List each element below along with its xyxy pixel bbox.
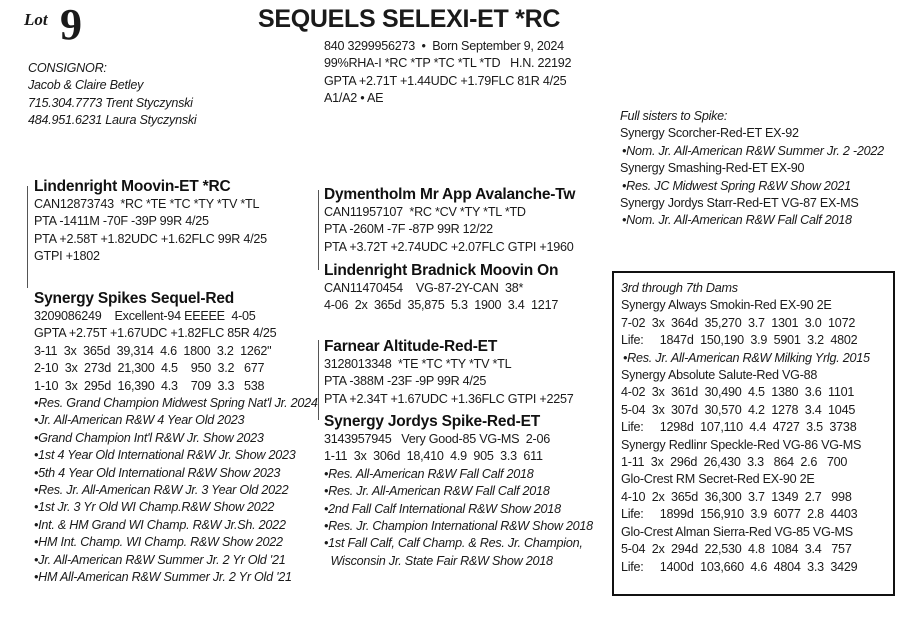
sire-line: GTPI +1802 <box>34 249 100 264</box>
dam-sire-line: 3128013348 *TE *TC *TY *TV *TL <box>324 357 512 371</box>
dam-history-name: Glo-Crest RM Secret-Red EX-90 2E <box>621 472 815 487</box>
genetics-line: A1/A2 • AE <box>324 91 384 106</box>
dam-dam-award: •Res. Jr. All-American R&W Fall Calf 2018 <box>324 484 550 499</box>
dam-award: •HM Int. Champ. WI Champ. R&W Show 2022 <box>34 535 283 550</box>
sire-line: PTA +2.58T +1.82UDC +1.62FLC 99R 4/25 <box>34 231 267 246</box>
dams-box-label: 3rd through 7th Dams <box>621 281 738 295</box>
dam-history-record: 4-02 3x 361d 30,490 4.5 1380 3.6 1101 <box>621 385 855 400</box>
gpta-line: GPTA +2.71T +1.44UDC +1.79FLC 81R 4/25 <box>324 73 567 88</box>
sire-line: PTA -1411M -70F -39P 99R 4/25 <box>34 214 209 229</box>
registration-line: 840 3299956273 • Born September 9, 2024 <box>324 39 564 53</box>
full-sisters-list <box>620 125 884 229</box>
sire-sire-line: PTA -260M -7F -87P 99R 12/22 <box>324 222 493 237</box>
dams-list <box>621 297 870 576</box>
consignor-line: 715.304.7773 Trent Styczynski <box>28 95 193 110</box>
dam-award: •Jr. All-American R&W 4 Year Old 2023 <box>34 413 245 428</box>
dam-dam-award: Wisconsin Jr. State Fair R&W Show 2018 <box>324 553 553 568</box>
dam-line: 3209086249 Excellent-94 EEEEE 4-05 <box>34 309 256 323</box>
dam-history-record: Life: 1899d 156,910 3.9 6077 2.8 4403 <box>621 507 858 522</box>
dam-dam-block <box>324 412 593 570</box>
dam-history-record: 4-10 2x 365d 36,300 3.7 1349 2.7 998 <box>621 489 852 504</box>
full-sisters-block <box>620 108 884 230</box>
sire-name: Lindenright Moovin-ET *RC <box>34 178 231 195</box>
dam-block <box>34 289 318 587</box>
sister-name: Synergy Scorcher-Red-ET EX-92 <box>620 126 799 141</box>
sire-line: CAN12873743 *RC *TE *TC *TY *TV *TL <box>34 197 260 211</box>
dam-history-record: Life: 1298d 107,110 4.4 4727 3.5 3738 <box>621 420 857 435</box>
sire-dam-record: 4-06 2x 365d 35,875 5.3 1900 3.4 1217 <box>324 298 559 313</box>
sire-dam-name: Lindenright Bradnick Moovin On <box>324 262 559 279</box>
dam-award: •1st 4 Year Old International R&W Jr. Show 2023 <box>34 448 296 463</box>
consignor-line: 484.951.6231 Laura Styczynski <box>28 113 197 128</box>
dam-award: •1st Jr. 3 Yr Old WI Champ.R&W Show 2022 <box>34 500 275 515</box>
dam-history-record: 7-02 3x 364d 35,270 3.7 1301 3.0 1072 <box>621 315 856 330</box>
dam-history-record: 5-04 2x 294d 22,530 4.8 1084 3.4 757 <box>621 542 852 557</box>
animal-title: SEQUELS SELEXI-ET *RC <box>258 5 561 33</box>
dam-dam-record: 1-11 3x 306d 18,410 4.9 905 3.3 611 <box>324 449 543 464</box>
pedigree-bracket <box>27 186 28 288</box>
sister-name: Synergy Jordys Starr-Red-ET VG-87 EX-MS <box>620 196 859 211</box>
full-sisters-label: Full sisters to Spike: <box>620 109 728 123</box>
dam-award: •5th 4 Year Old International R&W Show 2023 <box>34 465 281 480</box>
pedigree-bracket <box>318 190 319 270</box>
dam-award: •Jr. All-American R&W Summer Jr. 2 Yr Old '21 <box>34 552 286 567</box>
dam-sire-block <box>324 337 574 408</box>
sister-award: •Nom. Jr. All-American R&W Summer Jr. 2 -2022 <box>622 143 884 158</box>
dam-dam-award: •Res. All-American R&W Fall Calf 2018 <box>324 466 534 481</box>
consignor-label: CONSIGNOR: <box>28 61 107 75</box>
sire-dam-line: CAN11470454 VG-87-2Y-CAN 38* <box>324 281 524 295</box>
sister-name: Synergy Smashing-Red-ET EX-90 <box>620 161 805 176</box>
dam-history-name: Synergy Always Smokin-Red EX-90 2E <box>621 298 832 313</box>
dam-history-name: Synergy Redlinr Speckle-Red VG-86 VG-MS <box>621 437 862 452</box>
lot-label: Lot <box>24 10 48 29</box>
dam-dam-award: •2nd Fall Calf International R&W Show 2018 <box>324 501 561 516</box>
sire-sire-line: CAN11957107 *RC *CV *TY *TL *TD <box>324 205 526 219</box>
consignor-line: Jacob & Claire Betley <box>28 78 144 93</box>
sire-sire-line: PTA +3.72T +2.74UDC +2.07FLC GTPI +1960 <box>324 239 574 254</box>
dam-record: 2-10 3x 273d 21,300 4.5 950 3.2 677 <box>34 361 265 376</box>
dam-award: •Grand Champion Int'l R&W Jr. Show 2023 <box>34 430 264 445</box>
breed-line: 99%RHA-I *RC *TP *TC *TL *TD H.N. 22192 <box>324 56 572 71</box>
dam-dam-award: •1st Fall Calf, Calf Champ. & Res. Jr. Champion, <box>324 536 583 551</box>
dam-award: •Int. & HM Grand WI Champ. R&W Jr.Sh. 2022 <box>34 517 286 532</box>
dam-dam-award: •Res. Jr. Champion International R&W Show 2018 <box>324 519 593 534</box>
dams-box <box>612 271 895 596</box>
dam-line: GPTA +2.75T +1.67UDC +1.82FLC 85R 4/25 <box>34 326 277 341</box>
dam-name: Synergy Spikes Sequel-Red <box>34 290 235 307</box>
dam-history-record: 5-04 3x 307d 30,570 4.2 1278 3.4 1045 <box>621 402 856 417</box>
dam-sire-line: PTA +2.34T +1.67UDC +1.36FLC GTPI +2257 <box>324 391 574 406</box>
dam-award: •HM All-American R&W Summer Jr. 2 Yr Old '21 <box>34 570 292 585</box>
dam-history-record: 1-11 3x 296d 26,430 3.3 864 2.6 700 <box>621 455 848 470</box>
dam-history-name: Synergy Absolute Salute-Red VG-88 <box>621 368 818 383</box>
sire-sire-block <box>324 185 575 256</box>
dam-sire-name: Farnear Altitude-Red-ET <box>324 338 498 355</box>
dam-dam-line: 3143957945 Very Good-85 VG-MS 2-06 <box>324 432 550 446</box>
sire-sire-name: Dymentholm Mr App Avalanche-Tw <box>324 186 576 203</box>
lot-number: 9 <box>60 0 82 49</box>
pedigree-bracket <box>318 340 319 420</box>
sister-award: •Res. JC Midwest Spring R&W Show 2021 <box>622 178 851 193</box>
dam-history-award: •Res. Jr. All-American R&W Milking Yrlg. 2015 <box>623 350 870 365</box>
sister-award: •Nom. Jr. All-American R&W Fall Calf 2018 <box>622 213 852 228</box>
dam-award: •Res. Jr. All-American R&W Jr. 3 Year Old 2022 <box>34 483 289 498</box>
sire-block <box>34 177 267 266</box>
dam-record: 3-11 3x 365d 39,314 4.6 1800 3.2 1262" <box>34 343 272 358</box>
dam-award: •Res. Grand Champion Midwest Spring Nat'l Jr. 2024 <box>34 396 318 411</box>
dam-history-record: Life: 1400d 103,660 4.6 4804 3.3 3429 <box>621 559 858 574</box>
dam-dam-name: Synergy Jordys Spike-Red-ET <box>324 413 540 430</box>
consignor-block <box>28 60 196 130</box>
animal-info <box>324 38 571 108</box>
dam-sire-line: PTA -388M -23F -9P 99R 4/25 <box>324 374 487 389</box>
sire-dam-block <box>324 261 558 315</box>
dam-history-record: Life: 1847d 150,190 3.9 5901 3.2 4802 <box>621 333 858 348</box>
dam-history-name: Glo-Crest Alman Sierra-Red VG-85 VG-MS <box>621 524 853 539</box>
dam-record: 1-10 3x 295d 16,390 4.3 709 3.3 538 <box>34 378 265 393</box>
